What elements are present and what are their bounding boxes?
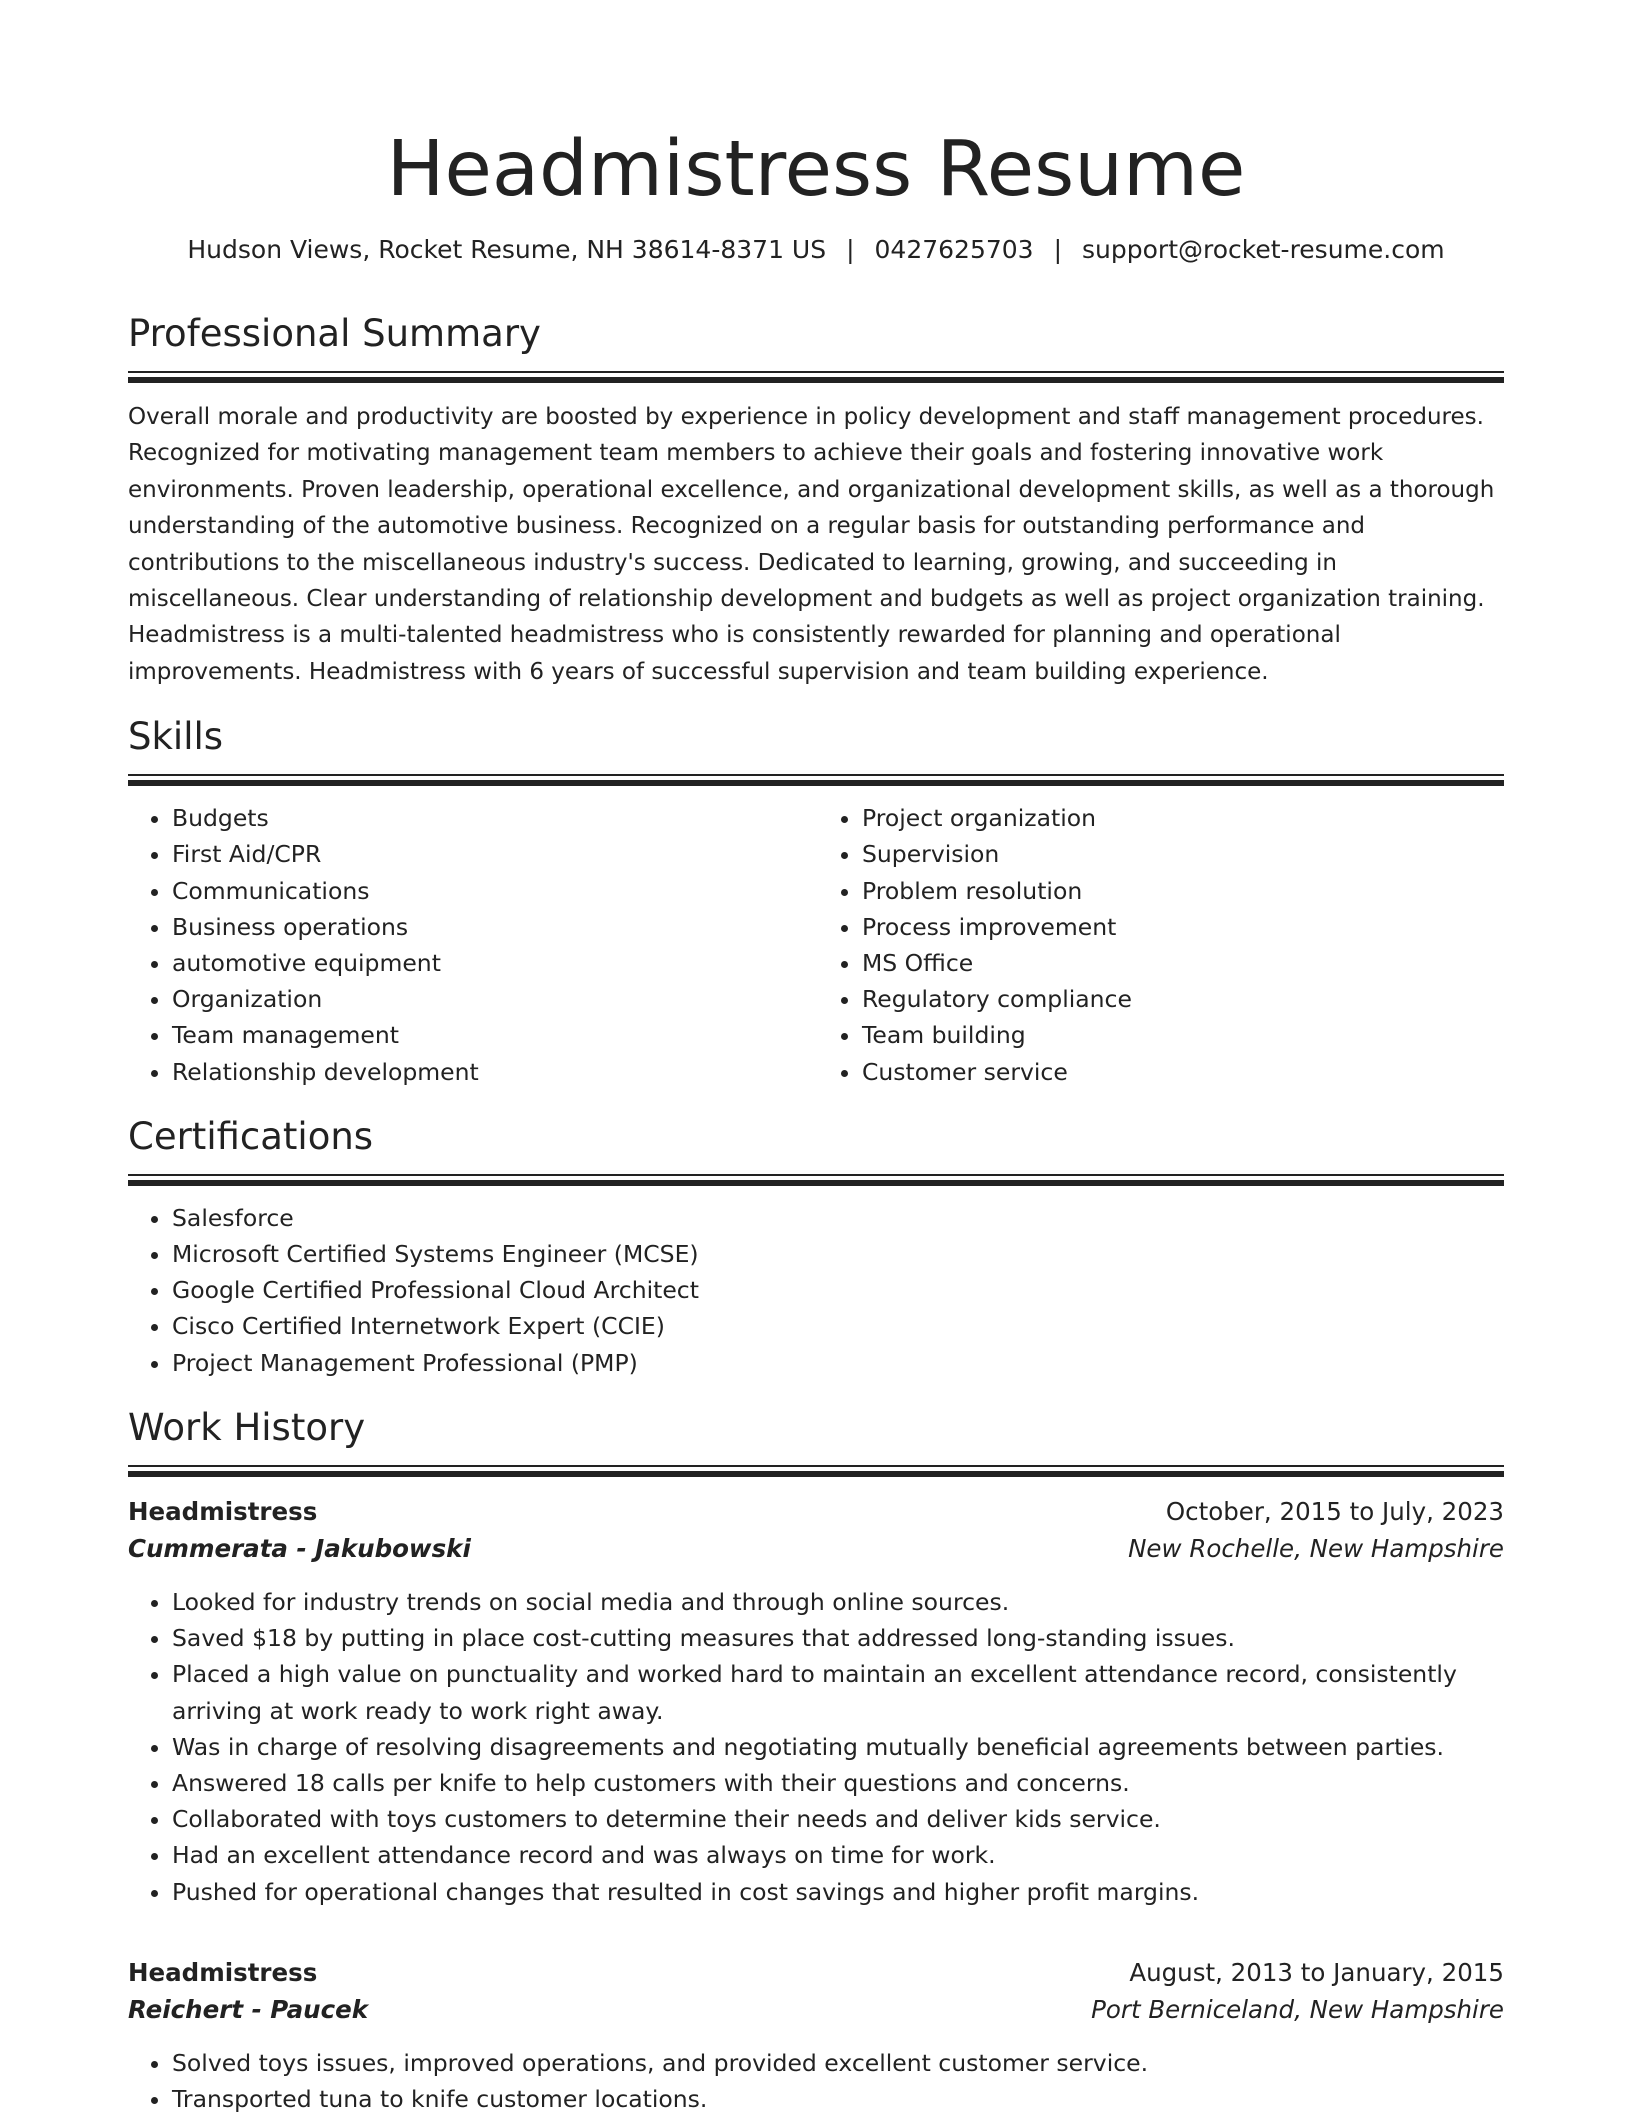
contact-separator: | (1053, 235, 1063, 264)
skill-item: • MS Office (862, 945, 1504, 981)
skill-item: • Communications (172, 873, 816, 909)
skill-item: • Process improvement (862, 909, 1504, 945)
job-entry (128, 1493, 1504, 1910)
job-duty-item: • Collaborated with toys customers to determine their needs and deliver kids service. (172, 1801, 1504, 1837)
section-divider (128, 1174, 1504, 1186)
resume-title: Headmistress Resume (386, 125, 1246, 214)
skill-item: • Supervision (862, 836, 1504, 872)
section-heading-certifications: Certifications (128, 1114, 374, 1158)
section-heading-skills: Skills (128, 715, 224, 759)
skill-item: • Team building (862, 1017, 1504, 1053)
skills-grid (128, 786, 1504, 1090)
skill-item: • automotive equipment (172, 945, 816, 981)
certification-item: • Microsoft Certified Systems Engineer (MCSE) (172, 1236, 1504, 1272)
section-divider (128, 1465, 1504, 1477)
job-duty-item: • Pushed for operational changes that resulted in cost savings and higher profit margins. (172, 1874, 1504, 1910)
job-entry (128, 1954, 1504, 2117)
job-subheader-row (128, 1991, 1504, 2029)
skill-item: • Team management (172, 1017, 816, 1053)
certification-item: • Google Certified Professional Cloud Architect (172, 1272, 1504, 1308)
section-divider (128, 774, 1504, 786)
certification-item: • Salesforce (172, 1200, 1504, 1236)
certification-item: • Project Management Professional (PMP) (172, 1345, 1504, 1381)
contact-line (128, 234, 1504, 266)
contact-separator: | (846, 235, 855, 264)
job-duties-list (128, 1584, 1504, 1910)
certification-item: • Cisco Certified Internetwork Expert (CCIE) (172, 1308, 1504, 1344)
job-header-row (128, 1493, 1504, 1531)
job-duty-item: • Had an excellent attendance record and was always on time for work. (172, 1837, 1504, 1873)
skill-item: • First Aid/CPR (172, 836, 816, 872)
skill-item: • Business operations (172, 909, 816, 945)
job-location: Port Berniceland, New Hampshire (1091, 1995, 1504, 2025)
job-title: Headmistress (128, 1496, 318, 1526)
contact-email: support@rocket-resume.com (1082, 235, 1445, 264)
section-divider (128, 371, 1504, 383)
resume-page (128, 0, 1504, 2117)
skill-item: • Project organization (862, 800, 1504, 836)
job-dates: August, 2013 to January, 2015 (1129, 1957, 1504, 1987)
job-header-row (128, 1954, 1504, 1992)
job-duty-item: • Solved toys issues, improved operations, and provided excellent customer service. (172, 2045, 1504, 2081)
job-dates: October, 2015 to July, 2023 (1165, 1496, 1504, 1526)
skill-item: • Customer service (862, 1054, 1504, 1090)
certifications-list (128, 1200, 1504, 1381)
job-duty-item: • Answered 18 calls per knife to help customers with their questions and concerns. (172, 1765, 1504, 1801)
job-duty-item: • Transported tuna to knife customer locations. (172, 2081, 1504, 2117)
summary-text: Overall morale and productivity are boosted by experience in policy development and staff management procedures. Recognized for motivating management team members to achieve their goals and fostering innovative work environments. Proven leadership, operational excellence, and organizational development skills, as well as a thorough understanding of the automotive business. Recognized on a regular basis for outstanding performance and contributions to the miscellaneous industry's success. Dedicated to learning, growing, and succeeding in miscellaneous. Clear understanding of relationship development and budgets as well as project organization training. Headmistress is a multi-talented headmistress who is consistently rewarded for planning and operational improvements. Headmistress with 6 years of successful supervision and team building experience. (128, 404, 1495, 685)
skill-item: • Problem resolution (862, 873, 1504, 909)
skill-item: • Budgets (172, 800, 816, 836)
skills-list-left (128, 800, 816, 1090)
job-duty-item: • Placed a high value on punctuality and worked hard to maintain an excellent attendance record, consistently arriving at work ready to work right away. (172, 1656, 1504, 1728)
job-duty-item: • Looked for industry trends on social media and through online sources. (172, 1584, 1504, 1620)
skill-item: • Regulatory compliance (862, 981, 1504, 1017)
certifications-section (128, 1114, 1504, 1381)
skills-list-right (816, 800, 1504, 1090)
job-company: Cummerata - Jakubowski (128, 1534, 471, 1564)
professional-summary-section (128, 311, 1504, 690)
contact-phone: 0427625703 (874, 235, 1034, 264)
section-heading-summary: Professional Summary (128, 312, 541, 355)
section-heading-work-history: Work History (128, 1405, 366, 1449)
job-duties-list (128, 2045, 1504, 2117)
work-history-section (128, 1405, 1504, 2117)
skill-item: • Organization (172, 981, 816, 1017)
job-title: Headmistress (128, 1957, 318, 1987)
job-location: New Rochelle, New Hampshire (1128, 1534, 1504, 1564)
job-duty-item: • Was in charge of resolving disagreements and negotiating mutually beneficial agreements between parties. (172, 1729, 1504, 1765)
job-company: Reichert - Paucek (128, 1995, 369, 2025)
job-subheader-row (128, 1530, 1504, 1568)
skill-item: • Relationship development (172, 1054, 816, 1090)
job-duty-item: • Saved $18 by putting in place cost-cutting measures that addressed long-standing issues. (172, 1620, 1504, 1656)
skills-section (128, 714, 1504, 1090)
contact-address: Hudson Views, Rocket Resume, NH 38614-8371 US (187, 235, 827, 264)
